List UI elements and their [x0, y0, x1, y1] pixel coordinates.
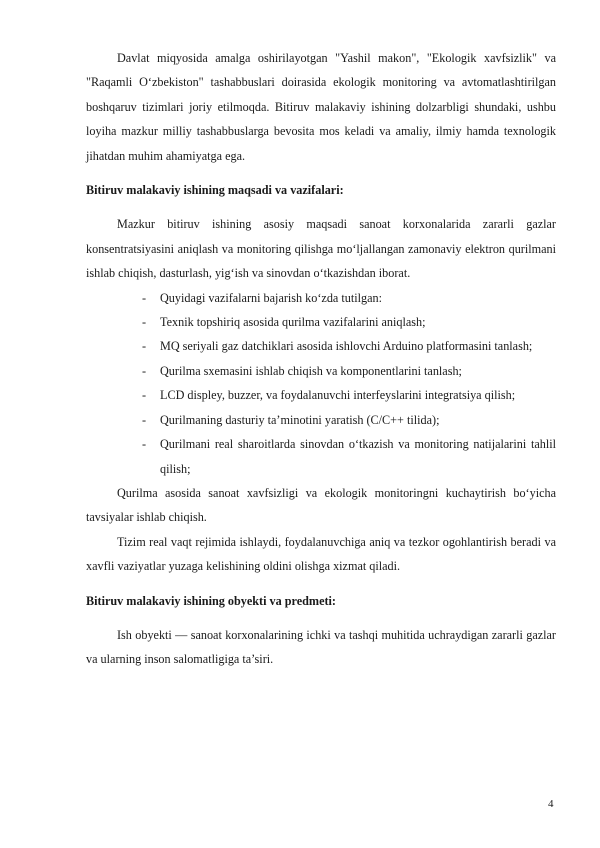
bullet-dash: - [142, 412, 147, 427]
section-heading-object: Bitiruv malakaviy ishining obyekti va predmeti: [86, 593, 336, 608]
list-item: - Qurilmani real sharoitlarda sinovdan o‘tkazish va monitoring natijalarini tahlil qilish; [142, 432, 556, 481]
bullet-dash: - [142, 315, 147, 330]
list-item: - LCD displey, buzzer, va foydalanuvchi interfeyslarini integratsiya qilish; [142, 383, 556, 407]
list-item: - Quyidagi vazifalarni bajarish ko‘zda tutilgan: [142, 286, 556, 310]
list-item: - Qurilma sxemasini ishlab chiqish va komponentlarini tanlash; [142, 359, 556, 383]
goals-paragraph: Mazkur bitiruv ishining asosiy maqsadi sanoat korxonalarida zararli gazlar konsentratsiyasini aniqlash va monitoring qilishga mo‘ljallangan zamonaviy elektron qurilmani ishlab chiqish, dasturlash, yig‘ish va sinovdan o‘tkazishdan iborat. [86, 217, 556, 281]
task-list [86, 286, 556, 481]
object-paragraph: Ish obyekti — sanoat korxonalarining ichki va tashqi muhitida uchraydigan zararli gazlar va ularning inson salomatligiga ta’siri. [86, 627, 556, 667]
list-item: - Texnik topshiriq asosida qurilma vazifalarini aniqlash; [142, 310, 556, 334]
intro-paragraph: Davlat miqyosida amalga oshirilayotgan "Yashil makon", "Ekologik xavfsizlik" va "Raqamli O‘zbekiston" tashabbuslari doirasida ekologik monitoring va avtomatlashtirilgan boshqaruv tizimlari joriy etilmoqda. Bitiruv malakaviy ishining dolzarbligi shundaki, ushbu loyiha mazkur milliy tashabbuslarga bevosita mos keladi va amaliy, ilmiy hamda texnologik jihatdan muhim ahamiyatga ega. [86, 51, 556, 163]
bullet-dash: - [142, 388, 147, 403]
bullet-dash: - [142, 363, 147, 378]
bullet-dash: - [142, 290, 147, 305]
bullet-dash: - [142, 437, 147, 452]
recommendations-paragraph: Qurilma asosida sanoat xavfsizligi va ekologik monitoringni kuchaytirish bo‘yicha tavsiyalar ishlab chiqish. [86, 485, 556, 525]
list-item: - Qurilmaning dasturiy ta’minotini yaratish (C/C++ tilida); [142, 408, 556, 432]
realtime-paragraph: Tizim real vaqt rejimida ishlaydi, foydalanuvchiga aniq va tezkor ogohlantirish beradi va xavfli vaziyatlar yuzaga kelishining oldini olishga xizmat qiladi. [86, 534, 556, 574]
bullet-dash: - [142, 339, 147, 354]
page-number: 4 [548, 798, 554, 810]
list-item: - MQ seriyali gaz datchiklari asosida ishlovchi Arduino platformasini tanlash; [142, 334, 556, 358]
section-heading-goals: Bitiruv malakaviy ishining maqsadi va vazifalari: [86, 183, 344, 198]
